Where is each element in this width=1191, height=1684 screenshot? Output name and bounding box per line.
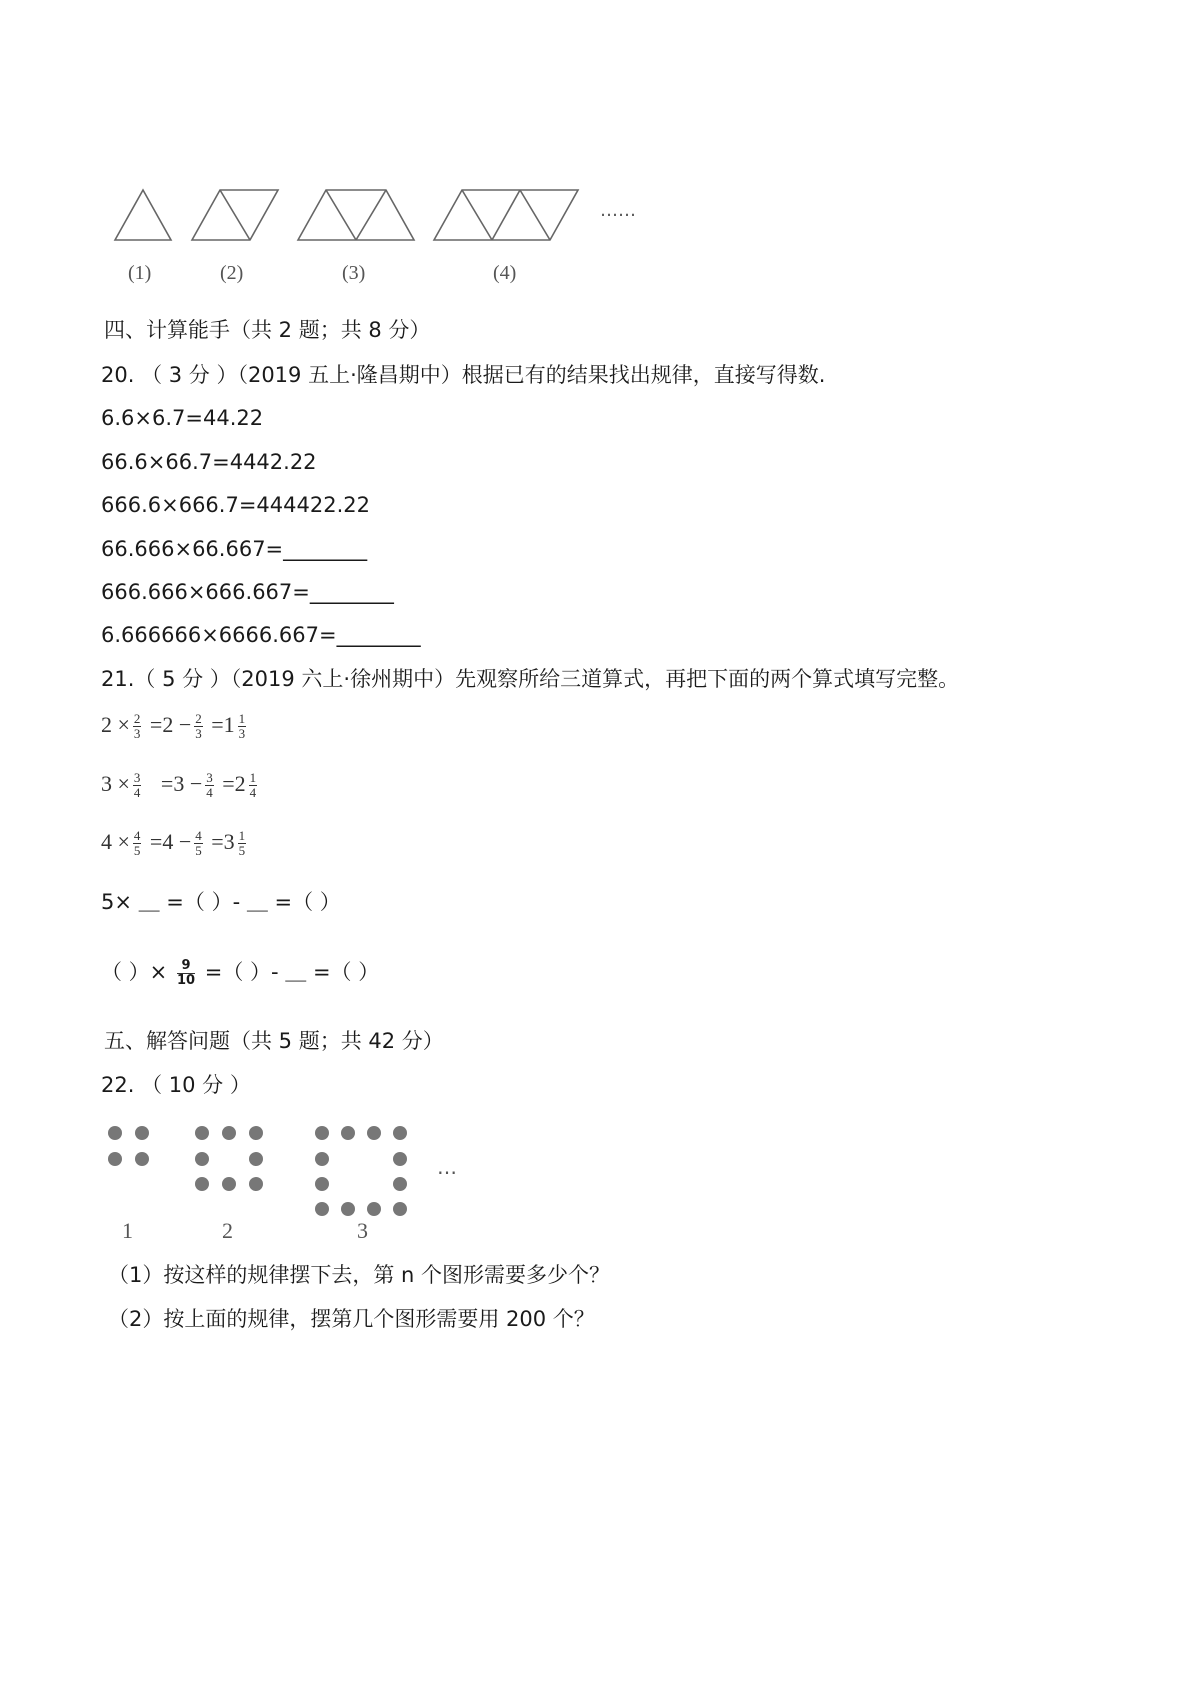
q21-equation-3: 4 × $\frac{4}{5}$ =4 − $\frac{4}{5}$ =3 $\frac{1}{5}$ — [101, 828, 246, 859]
q20-line-3: 666.6×666.7=444422.22 — [101, 493, 370, 517]
q22-sub-question-1: （1）按这样的规律摆下去，第 n 个图形需要多少个？ — [108, 1263, 611, 1287]
q22-prompt: 22. （ 10 分 ） — [101, 1073, 251, 1097]
triangle-label-2: (2) — [220, 262, 244, 284]
dot-pattern-figure — [100, 1120, 500, 1240]
triangle-fig-3 — [298, 190, 414, 240]
q20-line-6: 6.666666×6666.667=________ — [101, 623, 421, 647]
dot-label-1: 1 — [122, 1218, 133, 1243]
q22-sub-question-2: （2）按上面的规律，摆第几个图形需要用 200 个？ — [108, 1307, 595, 1331]
q20-prompt: 20. （ 3 分 ）（2019 五上·隆昌期中）根据已有的结果找出规律，直接写得数. — [101, 363, 826, 387]
q20-line-4: 66.666×66.667=________ — [101, 537, 368, 561]
q20-line-1: 6.6×6.7=44.22 — [101, 406, 264, 430]
section5-heading: 五、解答问题（共 5 题；共 42 分） — [104, 1029, 444, 1053]
triangle-label-1: (1) — [128, 262, 152, 284]
dot-ellipsis: … — [437, 1155, 457, 1179]
q21-prompt: 21.（ 5 分 ）（2019 六上·徐州期中）先观察所给三道算式，再把下面的两个算式填写完整。 — [101, 667, 960, 691]
triangle-label-3: (3) — [342, 262, 366, 284]
triangle-pattern-figure — [100, 180, 800, 270]
q20-line-2: 66.6×66.7=4442.22 — [101, 450, 317, 474]
dot-label-3: 3 — [357, 1218, 368, 1243]
q21-blank-equation-1: 5× ＿ =（ ）- ＿ =（ ） — [101, 890, 341, 914]
triangle-fig-1 — [115, 190, 171, 240]
q20-line-5: 666.666×666.667=________ — [101, 580, 394, 604]
section4-heading: 四、计算能手（共 2 题；共 8 分） — [104, 318, 431, 342]
dot-label-2: 2 — [222, 1218, 233, 1243]
q21-equation-2: 3 × $\frac{3}{4}$ =3 − $\frac{3}{4}$ =2 $\frac{1}{4}$ — [101, 770, 257, 801]
triangle-ellipsis: …… — [600, 200, 636, 221]
triangle-label-4: (4) — [493, 262, 517, 284]
q21-blank-equation-2: （ ）× $\frac{9}{10}$ =（ ）- ＿ =（ ） — [101, 957, 380, 988]
q21-equation-1: 2 × $\frac{2}{3}$ =2 − $\frac{2}{3}$ =1 $\frac{1}{3}$ — [101, 711, 246, 742]
